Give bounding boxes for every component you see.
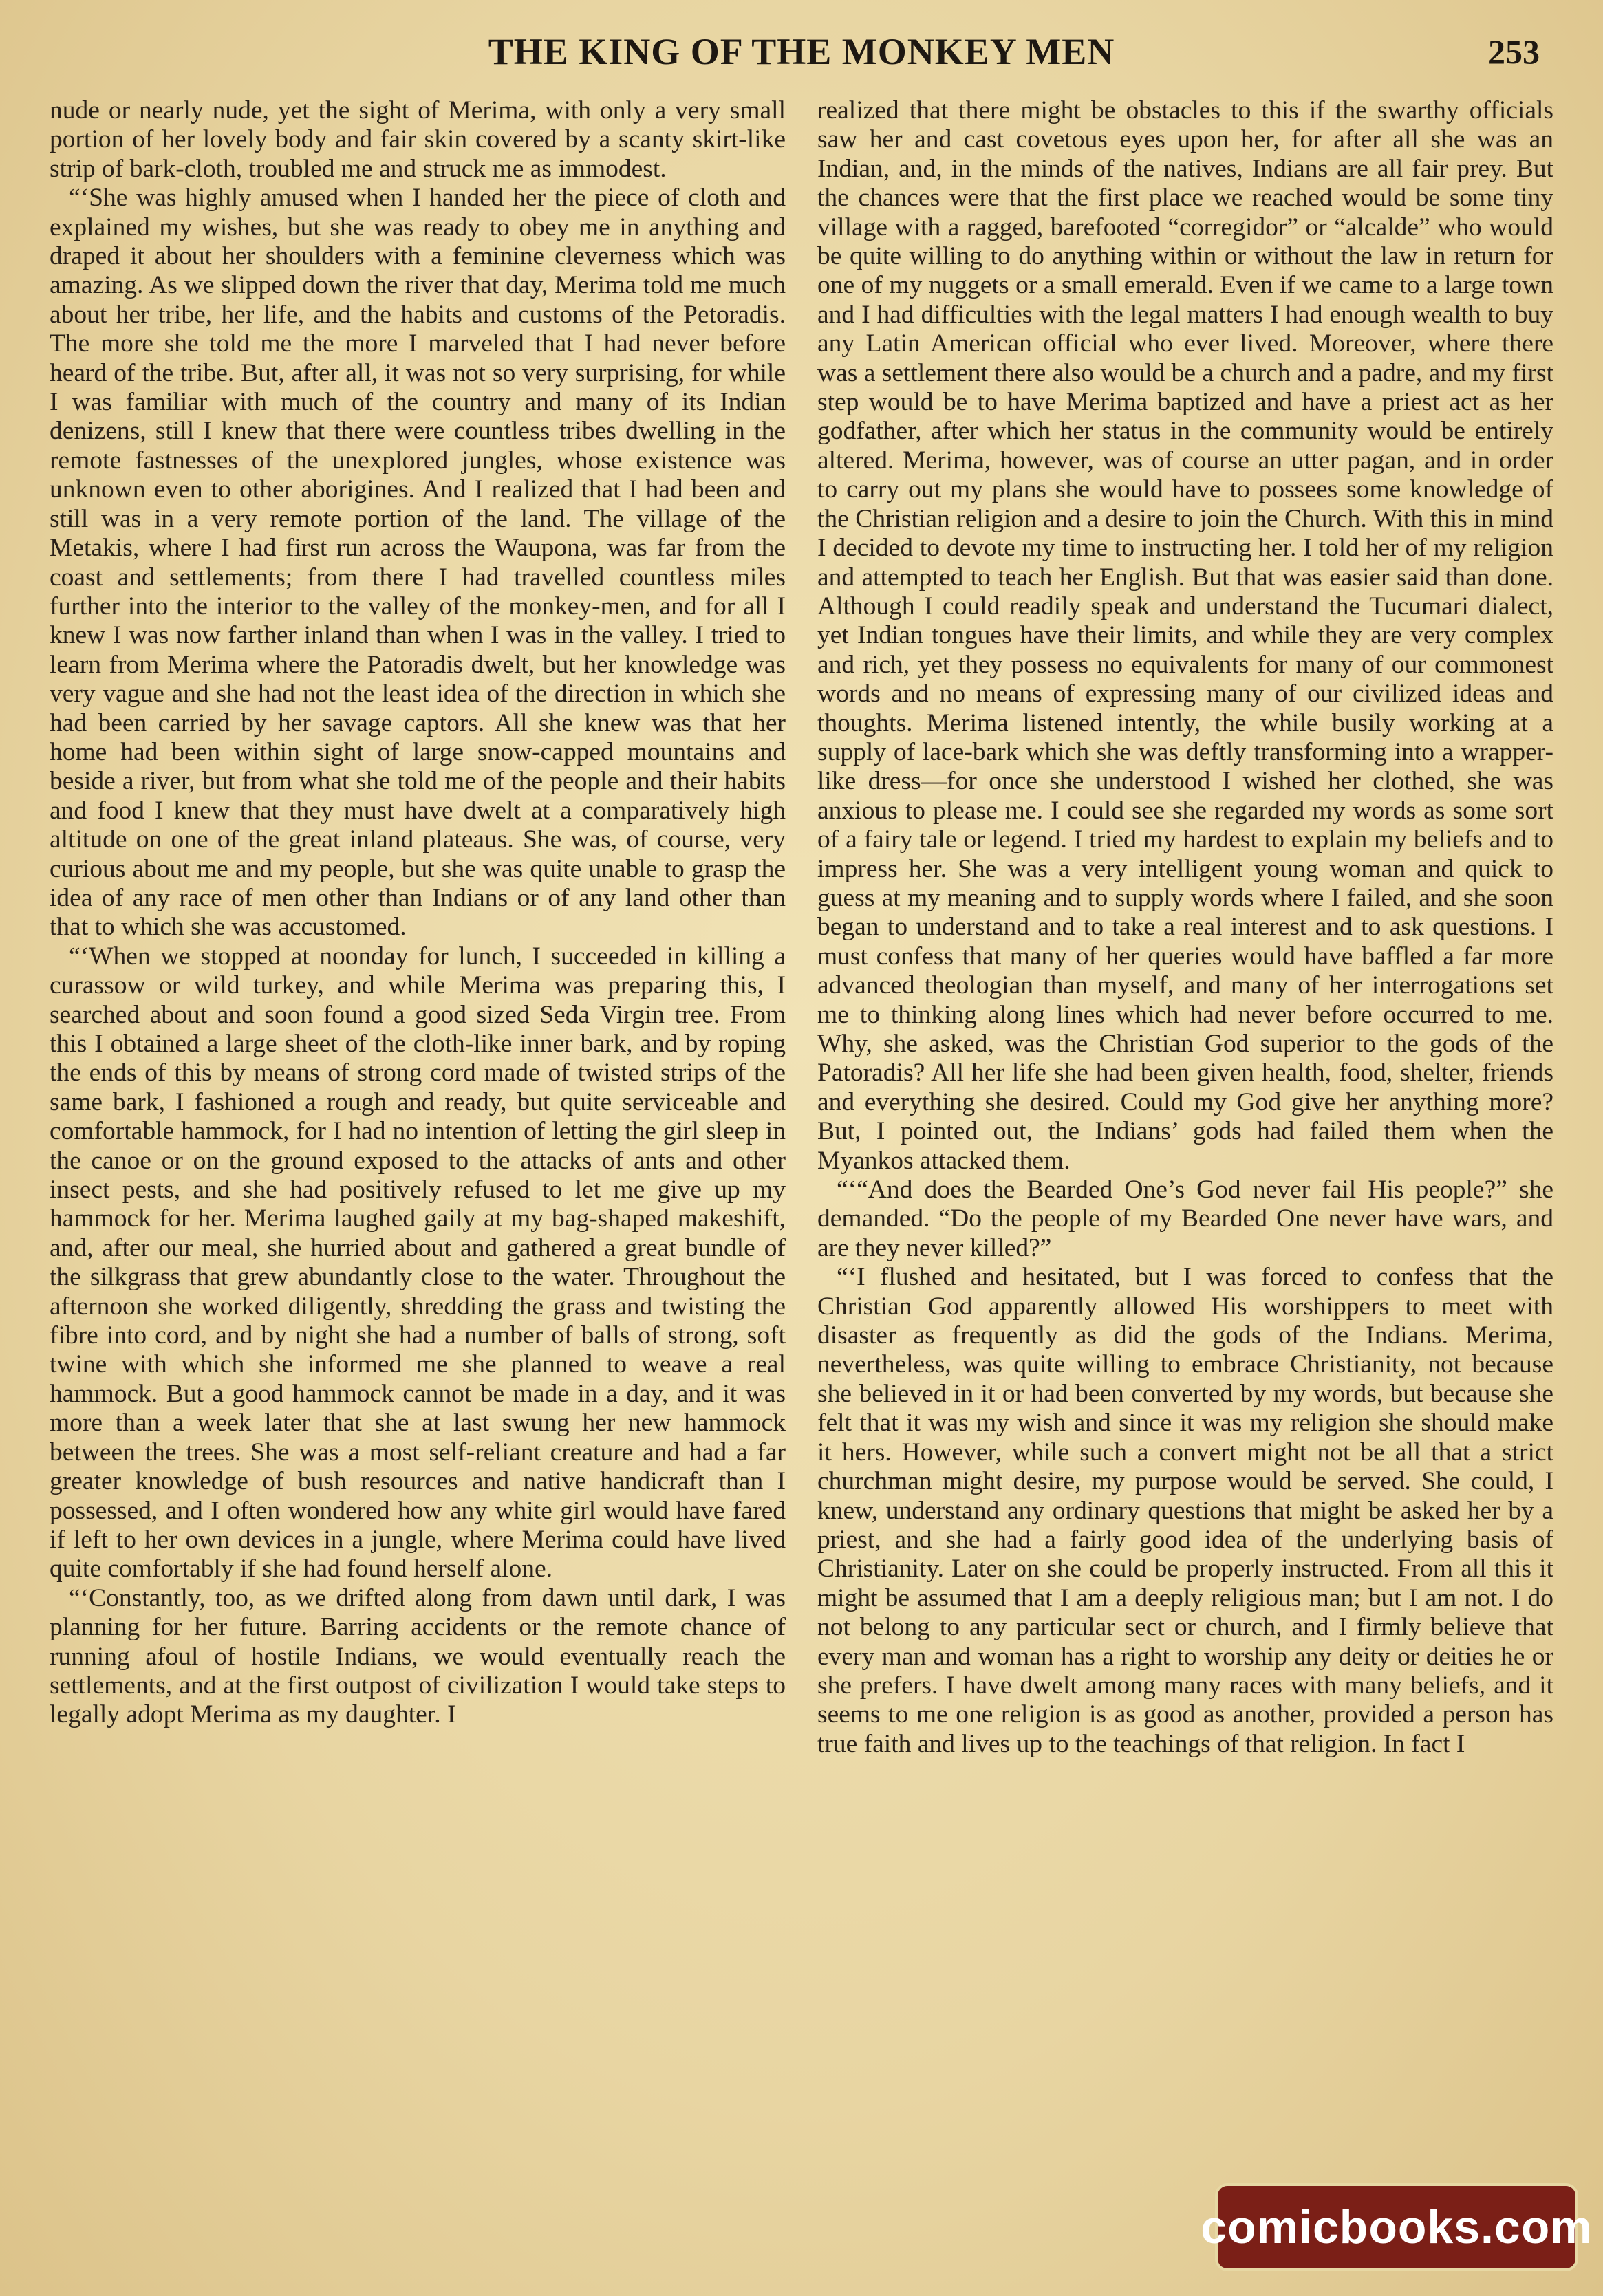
- right-column: [817, 96, 1553, 2256]
- paragraph: “‘She was highly amused when I handed her the piece of cloth and explained my wishes, but she was ready to obey me in anything and draped it about her shoulders with a feminine cleverness which was amazing. As we slipped down the river that day, Merima told me much about her tribe, her life, and the habits and customs of the Petoradis. The more she told me the more I marveled that I had never before heard of the tribe. But, after all, it was not so very surprising, for while I was familiar with much of the country and many of its Indian denizens, still I knew that there were countless tribes dwelling in the remote fastnesses of the unexplored jungles, whose existence was unknown even to other aborigines. And I realized that I had been and still was in a very remote portion of the land. The village of the Metakis, where I had first run across the Waupona, was far from the coast and settlements; from there I had travelled countless miles further into the interior to the valley of the monkey-men, and for all I knew I was now farther inland than when I was in the valley. I tried to learn from Merima where the Patoradis dwelt, but her knowledge was very vague and she had not the least idea of the direction in which she had been carried by her savage captors. All she knew was that her home had been within sight of large snow-capped mountains and beside a river, but from what she told me of the people and their habits and food I knew that they must have dwelt at a comparatively high altitude on one of the great inland plateaus. She was, of course, very curious about me and my people, but she was quite unable to grasp the idea of any race of men other than Indians or of any land other than that to which she was accustomed.: [50, 184, 786, 942]
- paragraph: “‘“And does the Bearded One’s God never fail His people?” she demanded. “Do the people of my Bearded One never have wars, and are they never killed?”: [817, 1176, 1553, 1262]
- page-number: 253: [1488, 32, 1540, 71]
- running-title: THE KING OF THE MONKEY MEN: [488, 31, 1115, 72]
- paragraph: “‘Constantly, too, as we drifted along from dawn until dark, I was planning for her future. Barring accidents or the remote chance of running afoul of hostile Indians, we would eventually reach the settlements, and at the first outpost of civilization I would take steps to legally adopt Merima as my daughter. I: [50, 1583, 786, 1729]
- left-column: [50, 96, 786, 2256]
- paragraph: “‘I flushed and hesitated, but I was forced to confess that the Christian God apparently allowed His worshippers to meet with disaster as frequently as did the gods of the Indians. Merima, nevertheless, was quite willing to embrace Christianity, not because she believed in it or had been converted by my words, but because she felt that it was my wish and since it was my religion she should make it hers. However, while such a convert might not be all that a strict churchman might desire, my purpose would be served. She could, I knew, understand any ordinary questions that might be asked her by a priest, and she had a fairly good idea of the underlying basis of Christianity. Later on she could be properly instructed. From all this it might be assumed that I am a deeply religious man; but I am not. I do not belong to any particular sect or church, and I firmly believe that every man and woman has a right to worship any deity or deities he or she prefers. I have dwelt among many races with many beliefs, and it seems to me one religion is as good as another, provided a person has true faith and lives up to the teachings of that religion. In fact I: [817, 1263, 1553, 1758]
- paragraph: “‘When we stopped at noonday for lunch, I succeeded in killing a curassow or wild turkey, and while Merima was preparing this, I searched about and soon found a good sized Seda Virgin tree. From this I obtained a large sheet of the cloth-like inner bark, and by roping the ends of this by means of strong cord made of twisted strips of the same bark, I fashioned a rough and ready, but quite serviceable and comfortable hammock, for I had no intention of letting the girl sleep in the canoe or on the ground exposed to the attacks of ants and other insect pests, and she had positively refused to let me give up my hammock for her. Merima laughed gaily at my bag-shaped makeshift, and, after our meal, she hurried about and gathered a great bundle of the silkgrass that grew abundantly close to the water. Throughout the afternoon she worked diligently, shredding the grass and twisting the fibre into cord, and by night she had a number of balls of strong, soft twine with which she informed me she planned to weave a real hammock. But a good hammock cannot be made in a day, and it was more than a week later that she at last swung her new hammock between the trees. She was a most self-reliant creature and had a far greater knowledge of bush resources and native handicraft than I possessed, and I often wondered how any white girl would have fared if left to her own devices in a jungle, where Merima could have lived quite comfortably if she had found herself alone.: [50, 942, 786, 1583]
- site-watermark-logo: [1201, 2186, 1593, 2268]
- page-header: [50, 21, 1553, 83]
- paragraph: nude or nearly nude, yet the sight of Merima, with only a very small portion of her lovely body and fair skin covered by a scanty skirt-like strip of bark-cloth, troubled me and struck me as immodest.: [50, 96, 786, 183]
- watermark-text: comicbooks.com: [1201, 2201, 1593, 2253]
- paragraph: realized that there might be obstacles to this if the swarthy officials saw her and cast covetous eyes upon her, for after all she was an Indian, and, in the minds of the natives, Indians are all fair prey. But the chances were that the first place we reached would be some tiny village with a ragged, barefooted “corregidor” or “alcalde” who would be quite willing to do anything within or without the law in return for one of my nuggets or a small emerald. Even if we came to a large town and I had difficulties with the legal matters I had enough wealth to buy any Latin American official who ever lived. Moreover, where there was a settlement there also would be a church and a padre, and my first step would be to have Merima baptized and have a priest act as her godfather, after which her status in the community would be entirely altered. Merima, however, was of course an utter pagan, and in order to carry out my plans she would have to possees some knowledge of the Christian religion and a desire to join the Church. With this in mind I decided to devote my time to instructing her. I told her of my religion and attempted to teach her English. But that was easier said than done. Although I could readily speak and understand the Tucumari dialect, yet Indian tongues have their limits, and while they are very complex and rich, yet they possess no equivalents for many of our commonest words and no means of expressing many of our civilized ideas and thoughts. Merima listened intently, the while busily working at a supply of lace-bark which she was deftly transforming into a wrapper-like dress—for once she understood I wished her clothed, she was anxious to please me. I could see she regarded my words as some sort of a fairy tale or legend. I tried my hardest to explain my beliefs and to impress her. She was a very intelligent young woman and quick to guess at my meaning and to supply words where I failed, and she soon began to understand and to take a real interest and to ask questions. I must confess that many of her queries would have baffled a far more advanced theologian than myself, and many of her interrogations set me to thinking along lines which had never before occurred to me. Why, she asked, was the Christian God superior to the gods of the Patoradis? All her life she had been given health, food, shelter, friends and everything she desired. Could my God give her anything more? But, I pointed out, the Indians’ gods had failed them when the Myankos attacked them.: [817, 96, 1553, 1175]
